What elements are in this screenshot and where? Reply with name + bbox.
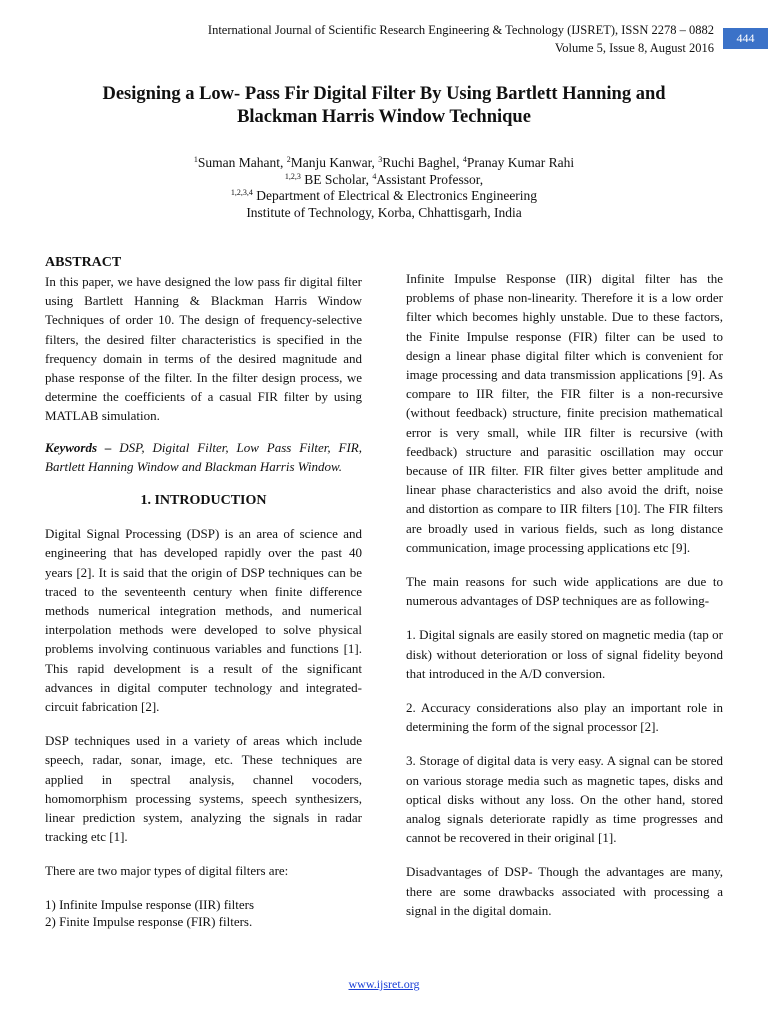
advantage-item: 1. Digital signals are easily stored on magnetic media (tap or disk) without deterioration or loss of signal fidelity beyond that introduced in the A/D conversion. (406, 627, 723, 681)
intro-paragraph: Digital Signal Processing (DSP) is an area of science and engineering that has developed rapidly over the past 40 years [2]. It is said that the origin of DSP techniques can be traced to the seventeenth century when finite difference methods numerical integration methods, and numerical interpolation methods were developed to solve physical problems involving continuous variables and functions [1]. This rapid development is a result of the significant advances in digital computer technology and integrated-circuit fabrication [2]. (45, 526, 362, 715)
abstract-heading: ABSTRACT (45, 255, 122, 270)
footer-link[interactable]: www.ijsret.org (348, 977, 420, 991)
author-names: $^1$Suman Mahant, $^2$Manju Kanwar, $^3$Ruchi Baghel, $^4$Pranay Kumar Rahi (193, 155, 575, 170)
title-line: Blackman Harris Window Technique (237, 107, 531, 127)
journal-header: International Journal of Scientific Research Engineering & Technology (IJSRET), ISSN 2278 – 0882 (207, 23, 714, 37)
volume-issue: Volume 5, Issue 8, August 2016 (554, 41, 714, 55)
filter-type-item: 2) Finite Impulse response (FIR) filters. (45, 914, 253, 930)
keywords-label: Keywords – (45, 439, 112, 455)
abstract-text: In this paper, we have designed the low pass fir digital filter using Bartlett Hanning & Blackman Harris Window Techniques of order 10. The design of frequency-selective filters, the desired filter characteristics is specified in the frequency domain in terms of the desired magnitude and phase response of the filter. In the filter design process, we determine the coefficients of a casual FIR filter by using MATLAB simulation. (45, 274, 362, 424)
author-name: Pranay Kumar Rahi (466, 155, 575, 170)
author-name: Manju Kanwar, (290, 155, 379, 170)
author-roles: $^{1,2,3}$ BE Scholar, $^4$Assistant Professor, (284, 171, 484, 187)
author-name: Suman Mahant, (197, 155, 287, 170)
left-column (45, 253, 362, 931)
title-line: Designing a Low- Pass Fir Digital Filter By Using Bartlett Hanning and (102, 84, 666, 104)
body-paragraph: The main reasons for such wide applications are due to numerous advantages of DSP techniques are as following- (406, 574, 723, 609)
introduction-heading: 1. INTRODUCTION (140, 493, 267, 509)
filter-type-item: 1) Infinite Impulse response (IIR) filters (45, 896, 255, 912)
author-department: $^{1,2,3,4}$ Department of Electrical & Electronics Engineering (230, 188, 538, 203)
body-paragraph: Infinite Impulse Response (IIR) digital filter has the problems of phase non-linearity. Therefore it is a low order filter which becomes highly unstable. Due to these factors, the Finite Impulse response (FIR) filter can be used to design a linear phase digital filter which is convenient for image processing and data transmission applications [9]. As compare to IIR filter, the FIR filter is a non-recursive (without feedback) structure, finite precision mathematical error is very small, while IIR filter is recursive (with feedback) structure and parasitic oscillation may occur because of IIR filter. FIR filter gives better amplitude and linear phase characteristics and also avoid the drift, noise and distortion as compare to IIR filters [10]. The FIR filters are broadly used in various fields, such as long distance communication, image processing applications etc [9]. (406, 271, 723, 555)
author-block (0, 155, 768, 221)
author-institute: Institute of Technology, Korba, Chhattisgarh, India (246, 204, 522, 220)
intro-paragraph: There are two major types of digital filters are: (45, 863, 289, 879)
intro-paragraph: DSP techniques used in a variety of areas which include speech, radar, sonar, image, etc. These techniques are applied in spectral analysis, channel vocoders, homomorphism processing systems, speech synthesizers, linear prediction system, analyzing the signals in radar tracking etc [1]. (45, 733, 362, 845)
paper-title (40, 83, 728, 129)
keywords-text: DSP, Digital Filter, Low Pass Filter, FIR, Bartlett Hanning Window and Blackman Harris Window. (45, 439, 362, 474)
advantage-item: 3. Storage of digital data is very easy. A signal can be stored on various storage media such as magnetic tapes, disks and optical disks without any loss. On the other hand, stored analog signals deteriorate rapidly as time progresses and cannot be recovered in their original [1]. (406, 753, 723, 846)
right-column (406, 269, 723, 920)
advantage-item: 2. Accuracy considerations also play an important role in determining the form of the signal processor [2]. (406, 700, 723, 735)
author-name: Ruchi Baghel, (382, 155, 463, 170)
page-number-badge: 444 (723, 28, 768, 49)
body-paragraph: Disadvantages of DSP- Though the advantages are many, there are some drawbacks associated with processing a signal in the digital domain. (406, 864, 723, 918)
keywords (45, 438, 362, 476)
